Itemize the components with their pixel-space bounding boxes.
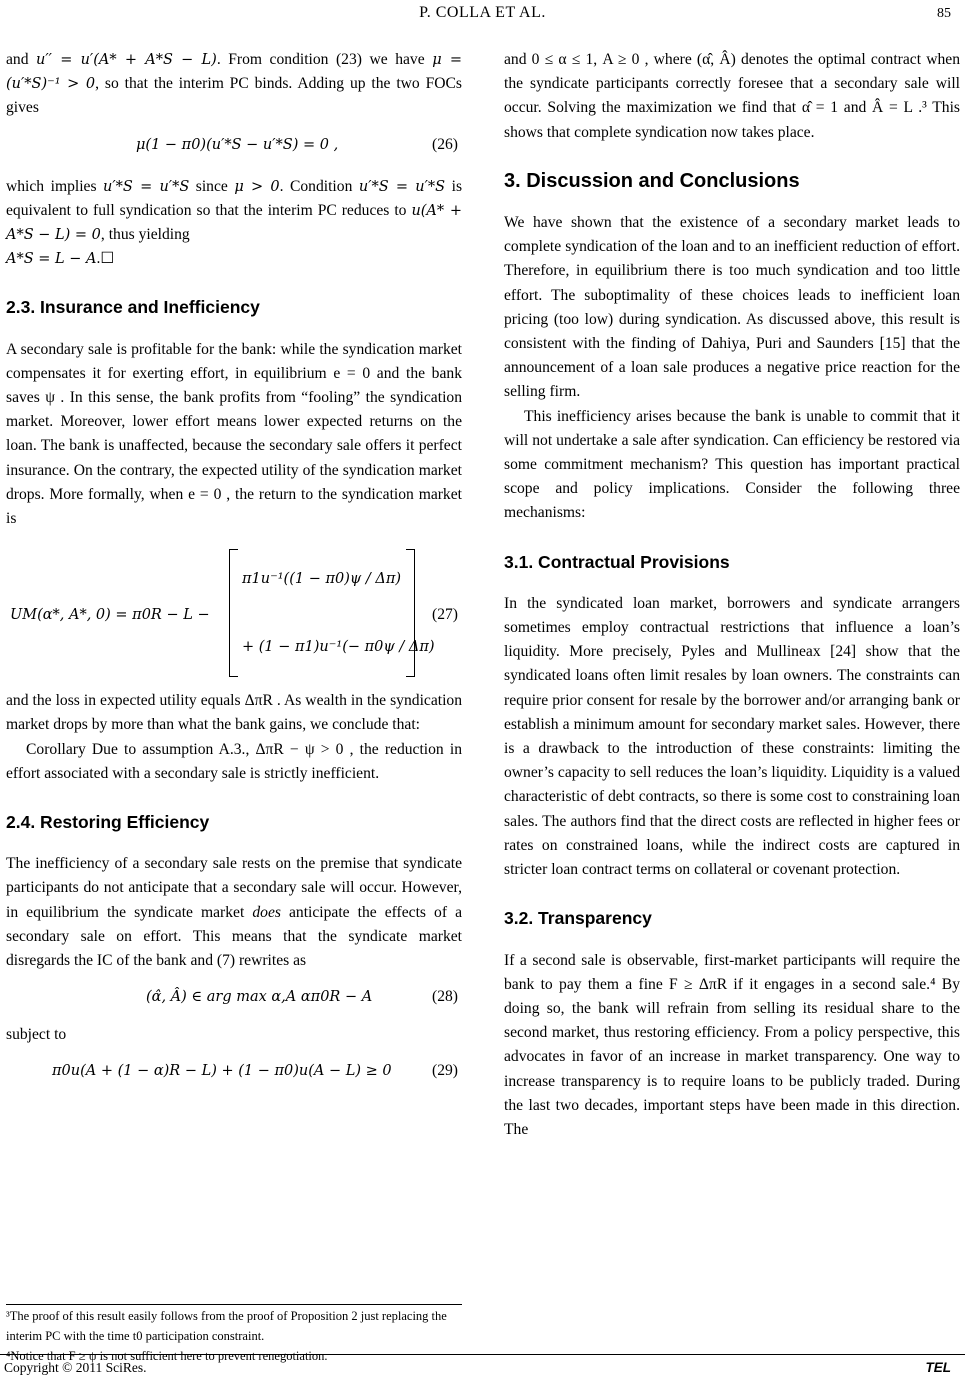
section-heading: 2.3. Insurance and Inefficiency [6,297,260,318]
corollary: Corollary Due to assumption A.3., ΔπR − ψ > 0 , the reduction in effort associated with a secondary sale is strictly inefficient. [6,740,462,782]
equation-number: (26) [432,135,458,153]
equation-number: (29) [432,1062,458,1080]
equation-27: UM(α*, A*, 0) = π0R − L − π1u⁻¹((1 − π0)ψ / Δπ) + (1 − π1)u⁻¹(− π0ψ / Δπ) (27) [6,549,462,689]
paragraph: In the syndicated loan market, borrowers and syndicate arrangers sometimes employ contractual restrictions that influence a loan’s liquidity. More precisely, Pyles and Mullineax [24] show that the syndicated loans often limit resales by loan owners. The constraints can require prior consent for resale by the borrower and/or arranging bank or establish a minimum amount for secondary market sales. However, there is a drawback to the introduction of these constraints: limiting the owner’s capacity to sell reduces the loan’s liquidity. Liquidity is a valued characteristic of debt contracts, so there is some cost to constraining loan sales. The authors find that the direct costs are reflected in higher fees or rates on constrained loans, while the indirect costs are captured in stricter loan contract terms on collateral or covenant protection. [504,594,960,879]
footer-rule [0,1354,965,1355]
running-header: P. COLLA ET AL. [419,4,546,21]
equation-number: (27) [432,606,458,624]
left-column [6,48,462,1089]
section-heading: 3.1. Contractual Provisions [504,551,730,572]
copyright: Copyright © 2011 SciRes. [4,1360,147,1375]
right-column [504,48,960,1142]
paragraph: which implies u′*S = u′*S since μ > 0. Condition u′*S = u′*S is equivalent to full syndication so that the interim PC reduces to u(A* + A*S − L) = 0, thus yielding A*S = L − A.☐ [6,177,463,268]
equation-29: π0u(A + (1 − α)R − L) + (1 − π0)u(A − L) ≥ 0 (29) [6,1059,462,1089]
paragraph: If a second sale is observable, first-market participants will require the bank to pay them a fine F ≥ ΔπR if it engages in a second sale.⁴ By doing so, the bank will refrain from selling its residual share to the second market, thus restoring efficiency. From a policy perspective, this advocates in favor of an increase in market transparency. One way to increase transparency is to require loans to be publicly traded. During the last two decades, important steps have been made in this direction. The [504,951,960,1138]
section-heading: 3.2. Transparency [504,908,652,929]
footnote-4: ⁴Notice that F ≥ ψ is not sufficient here to prevent renegotiation. [6,1349,328,1363]
equation-28: (α̂, Â) ∈ arg max α,A απ0R − A (28) [6,985,462,1023]
equation-number: (28) [432,988,458,1006]
equation-26: μ(1 − π0)(u′*S − u′*S) = 0 , (26) [6,133,462,163]
journal-abbrev: TEL [925,1360,951,1375]
paragraph: and u′′ = u′(A* + A*S − L). From condition (23) we have μ = (u′*S)⁻¹ > 0, so that the interim PC binds. Adding up the two FOCs gives [6,51,462,117]
page-number: 85 [937,6,951,21]
paragraph: We have shown that the existence of a secondary market leads to complete syndication of the loan and to an inefficient reduction of effort. Therefore, in equilibrium there is too much syndication and too little effort. The suboptimality of these choices leads to inefficient loan pricing (too low) during syndication. As discussed above, this result is consistent with the finding of Dahiya, Puri and Saunders [15] that the announcement of a loan sale produces a negative price reaction for the selling firm. [504,214,960,401]
section-heading: 3. Discussion and Conclusions [504,169,800,192]
footnotes [6,1304,462,1366]
inline-equation: u′′ = u′(A* + A*S − L) [36,52,217,68]
paragraph: and the loss in expected utility equals ΔπR . As wealth in the syndication market drops by more than what the bank gains, we conclude that: [6,692,462,734]
footnote-3: ³The proof of this result easily follows from the proof of Proposition 2 just replacing the interim PC with the time t0 participation constraint. [6,1309,447,1343]
paragraph: A secondary sale is profitable for the bank: while the syndication market compensates it for exerting effort, in equilibrium e = 0 and the bank saves ψ . In this sense, the bank profits from “fooling” the syndication market. Moreover, lower effort means lower expected returns on the loan. The bank is unaffected, because the secondary sale offers it perfect insurance. On the contrary, the expected utility of the syndication market drops. More formally, when e = 0 , the return to the syndication market is [6,340,462,528]
inline-equation: μ = (u′*S)⁻¹ > 0 [6,52,462,93]
paragraph: This inefficiency arises because the bank is unable to commit that it will not undertake a sale after syndication. Can efficiency be restored via some commitment mechanism? This question has important practical scope and policy implications. Consider the following three mechanisms: [504,407,960,522]
paragraph: subject to [6,1026,67,1044]
section-heading: 2.4. Restoring Efficiency [6,812,210,833]
paragraph: and 0 ≤ α ≤ 1, A ≥ 0 , where (α̂, Â) denotes the optimal contract when the syndicate participants correctly foresee that a secondary sale will occur. Solving the maximization we find that α̂ = 1 and Â = L .³ This shows that complete syndication now takes place. [504,51,960,141]
paragraph: The inefficiency of a secondary sale rests on the premise that syndicate participants do not anticipate that a secondary sale will occur. However, in equilibrium the syndicate market does anticipate the effects of a secondary sale on effort. This means that the syndicate market disregards the IC of the bank and (7) rewrites as [6,855,462,970]
